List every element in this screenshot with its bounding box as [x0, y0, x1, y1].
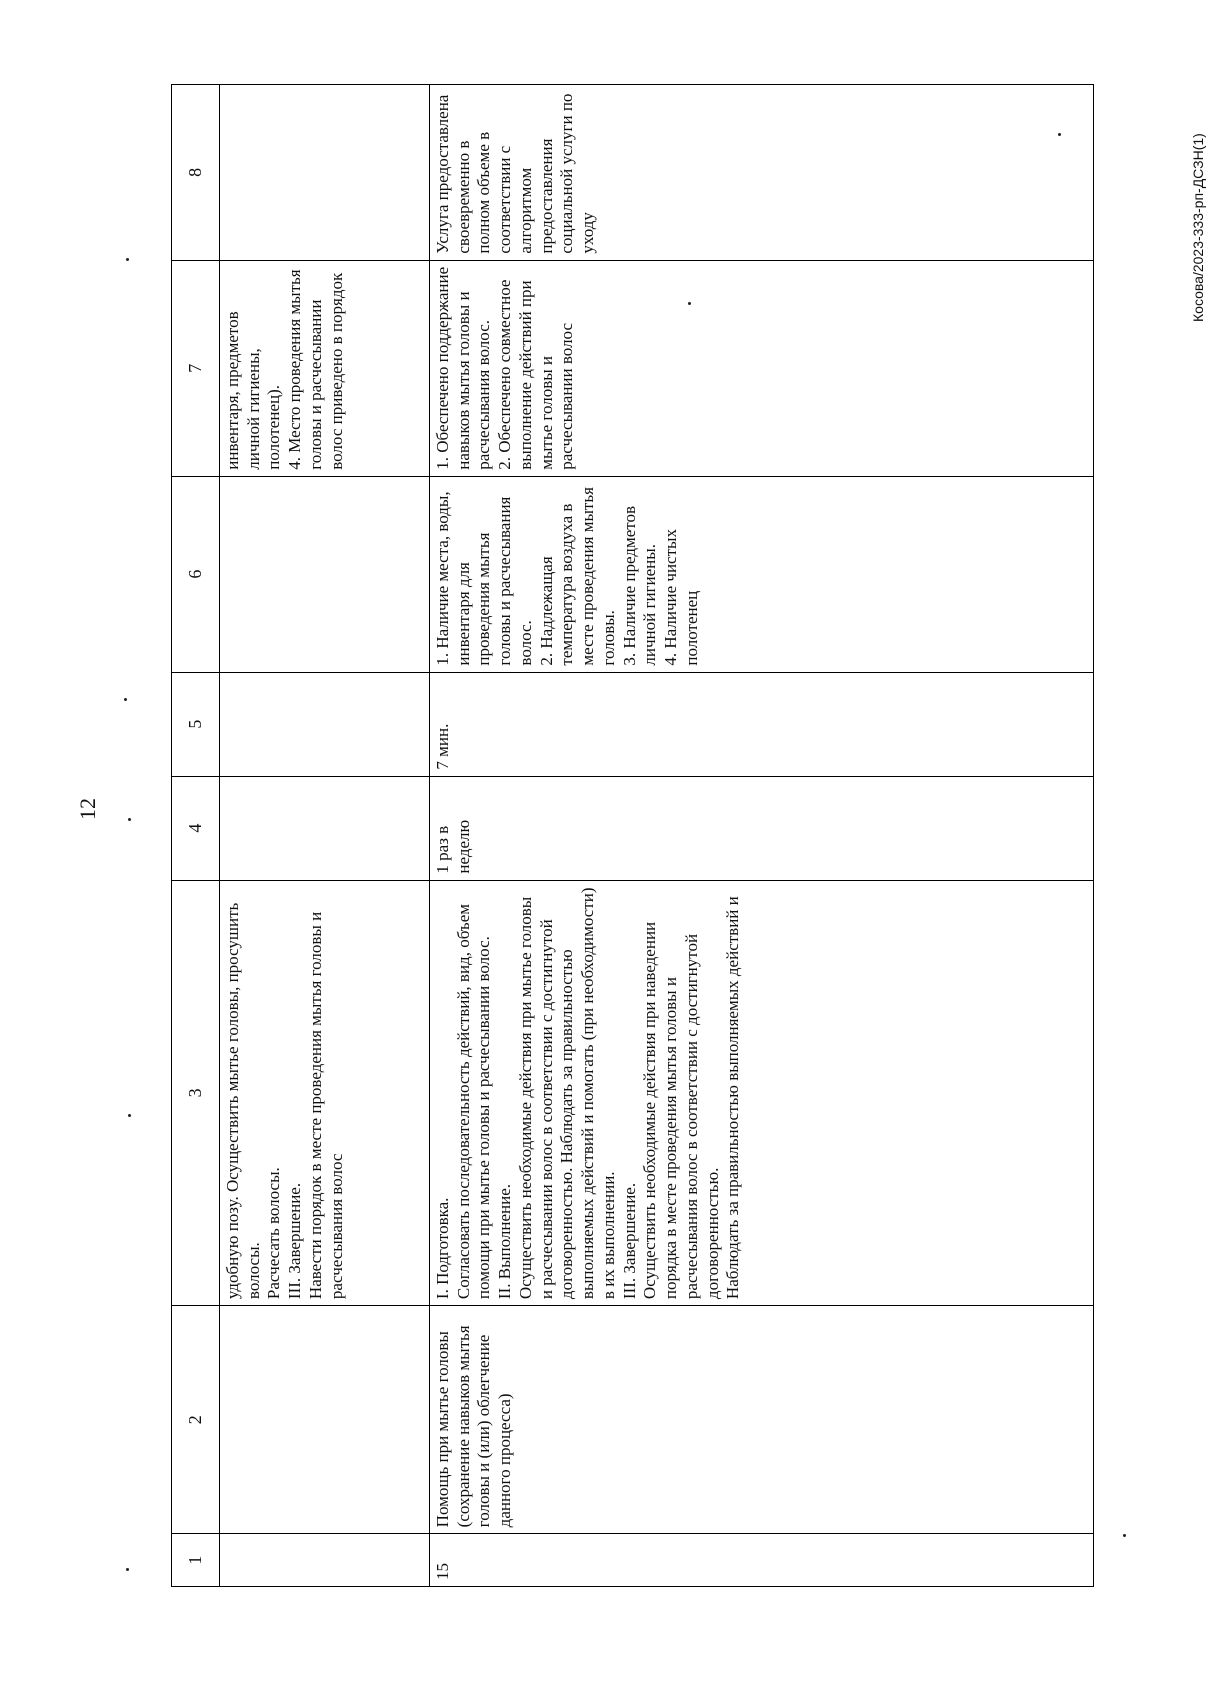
column-header: 7 [172, 260, 220, 476]
cell-result: 1. Обеспечено поддержание навыков мытья головы и расчесывания волос. 2. Обеспечено совместное выполнение действий при мытье головы и расчесывании волос [430, 260, 1094, 476]
cell-result: инвентаря, предметов личной гигиены, полотенец). 4. Место проведения мытья головы и расчесывании волос приведено в порядок [220, 260, 430, 476]
cell-procedure: удобную позу. Осуществить мытье головы, просушить волосы. Расчесать волосы. III. Завершение. Навести порядок в месте проведения мытья головы и расчесывания волос [220, 880, 430, 1305]
column-header: 4 [172, 776, 220, 880]
scan-speck [1058, 133, 1061, 136]
services-table [171, 84, 1093, 1587]
scan-speck [128, 1114, 131, 1117]
cell-duration [220, 672, 430, 776]
cell-conditions: 1. Наличие места, воды, инвентаря для проведения мытья головы и расчесывания волос. 2. Надлежащая температура воздуха в месте проведения мытья головы. 3. Наличие предметов личной гигиены. 4. Наличие чистых полотенец [430, 476, 1094, 672]
table-row [220, 85, 430, 1587]
scan-speck [124, 698, 127, 701]
cell-service-name: Помощь при мытье головы (сохранение навыков мытья головы и (или) облегчение данного процесса) [430, 1306, 1094, 1534]
page-number: 12 [75, 798, 100, 820]
cell-service-name [220, 1306, 430, 1534]
cell-procedure: I. Подготовка. Согласовать последовательность действий, вид, объем помощи при мытье головы и расчесывании волос. II. Выполнение. Осуществить необходимые действия при мытье головы и расчесывании волос в соответствии с достигнутой договоренностью. Наблюдать за правильностью выполняемых действий и помогать (при необходимости) в их выполнении. III. Завершение. Осуществить необходимые действия при наведении порядка в месте проведения мытья головы и расчесывания волос в соответствии с достигнутой договоренностью. Наблюдать за правильностью выполняемых действий и [430, 880, 1094, 1305]
scan-speck [126, 1568, 129, 1571]
cell-quality: Услуга предоставлена своевременно в полном объеме в соответствии с алгоритмом предоставления социальной услуги по уходу [430, 85, 1094, 261]
table-row [430, 85, 1094, 1587]
scan-speck [128, 818, 131, 821]
column-header: 3 [172, 880, 220, 1305]
cell-number: 15 [430, 1534, 1094, 1587]
scan-speck [126, 258, 129, 261]
scan-speck [688, 302, 691, 305]
cell-duration: 7 мин. [430, 672, 1094, 776]
column-header: 1 [172, 1534, 220, 1587]
cell-conditions [220, 476, 430, 672]
column-header: 6 [172, 476, 220, 672]
column-header: 5 [172, 672, 220, 776]
cell-quality [220, 85, 430, 261]
document-code: Косова/2023-333-рп-ДСЗН(1) [1190, 133, 1206, 322]
cell-number [220, 1534, 430, 1587]
scan-speck [1123, 1534, 1126, 1537]
column-header: 2 [172, 1306, 220, 1534]
cell-frequency: 1 раз в неделю [430, 776, 1094, 880]
header-row [172, 85, 220, 1587]
column-header: 8 [172, 85, 220, 261]
cell-frequency [220, 776, 430, 880]
